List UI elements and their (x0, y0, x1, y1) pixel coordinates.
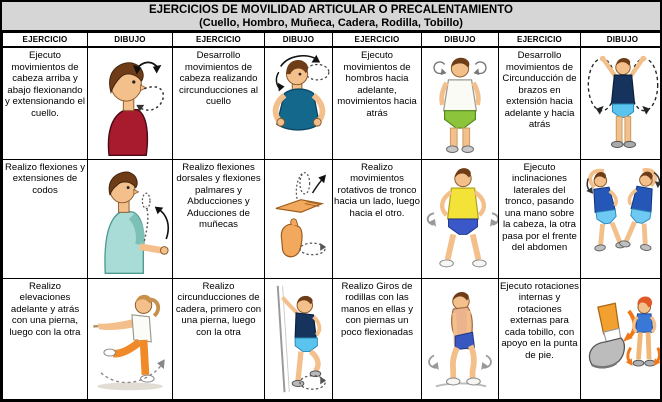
elbow-flexion-extension-icon (90, 164, 170, 274)
drawing-cell (422, 47, 499, 159)
exercise-cell: Ejecuto inclinaciones laterales del tronco, pasando una mano sobre la cabeza, la otra pasa por el frente del abdomen (499, 159, 581, 278)
exercise-cell: Realizo elevaciones adelante y atrás con una pierna, luego con la otra (3, 278, 88, 399)
drawing-cell (422, 159, 499, 278)
shoulder-rolls-icon (425, 51, 495, 155)
column-header-row (3, 33, 662, 48)
title-band (2, 2, 660, 32)
drawing-cell (88, 159, 173, 278)
table-row (3, 47, 662, 159)
exercise-cell: Ejecuto rotaciones internas y rotaciones externas para cada tobillo, con apoyo en la punta de pie. (499, 278, 581, 399)
column-header-ejercicio: EJERCICIO (499, 33, 581, 48)
column-header-dibujo: DIBUJO (265, 33, 333, 48)
wrist-flexion-abduction-icon (268, 164, 330, 274)
exercise-cell: Realizo Giros de rodillas con las manos en ellas y con piernas un poco flexionadas (333, 278, 422, 399)
column-header-dibujo: DIBUJO (581, 33, 662, 48)
drawing-cell (581, 47, 662, 159)
trunk-lateral-bend-icon (584, 163, 662, 275)
exercise-table (2, 32, 662, 400)
exercise-cell: Ejecuto movimientos de cabeza arriba y abajo flexionando y extensionando el cuello. (3, 47, 88, 159)
drawing-cell (265, 47, 333, 159)
arm-circumduction-icon (586, 50, 660, 156)
exercise-cell: Realizo movimientos rotativos de tronco hacia un lado, luego hacia el otro. (333, 159, 422, 278)
column-header-ejercicio: EJERCICIO (333, 33, 422, 48)
trunk-rotation-icon (422, 163, 499, 275)
exercise-cell: Ejecuto movimientos de hombros hacia adelante, movimientos hacia atrás (333, 47, 422, 159)
exercise-cell: Desarrollo movimientos de Circunducción de brazos en extensión hacia adelante y hacia atrás (499, 47, 581, 159)
column-header-ejercicio: EJERCICIO (173, 33, 265, 48)
exercise-cell: Desarrollo movimientos de cabeza realizando circunducciones al cuello (173, 47, 265, 159)
neck-circumduction-icon (267, 51, 331, 155)
ankle-rotation-icon (584, 282, 662, 396)
column-header-dibujo: DIBUJO (88, 33, 173, 48)
exercise-cell: Realizo flexiones dorsales y flexiones palmares y Abducciones y Aducciones de muñecas (173, 159, 265, 278)
knee-circles-icon (424, 282, 496, 396)
exercise-cell: Realizo circunducciones de cadera, primero con una pierna, luego con la otra (173, 278, 265, 399)
drawing-cell (581, 278, 662, 399)
page-subtitle: (Cuello, Hombro, Muñeca, Cadera, Rodilla, Tobillo) (199, 17, 463, 29)
head-flexion-extension-icon (90, 50, 170, 156)
drawing-cell (581, 159, 662, 278)
leg-swing-icon (89, 282, 171, 396)
hip-circumduction-icon (268, 282, 330, 396)
column-header-dibujo: DIBUJO (422, 33, 499, 48)
page-title: EJERCICIOS DE MOVILIDAD ARTICULAR O PRECALENTAMIENTO (149, 4, 513, 16)
drawing-cell (88, 278, 173, 399)
table-row (3, 159, 662, 278)
table-row (3, 278, 662, 399)
column-header-ejercicio: EJERCICIO (3, 33, 88, 48)
drawing-cell (88, 47, 173, 159)
drawing-cell (422, 278, 499, 399)
exercise-cell: Realizo flexiones y extensiones de codos (3, 159, 88, 278)
drawing-cell (265, 159, 333, 278)
drawing-cell (265, 278, 333, 399)
